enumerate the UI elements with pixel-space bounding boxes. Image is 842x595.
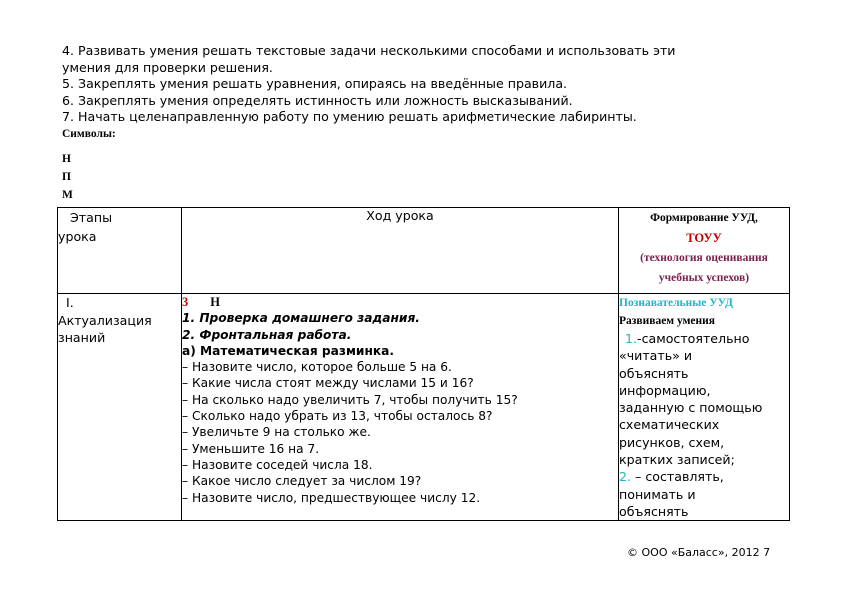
list-item: – Уменьшите 16 на 7. bbox=[182, 441, 320, 456]
table-row bbox=[58, 294, 790, 521]
uud-skill-1 bbox=[619, 330, 789, 347]
uud-line: заданную с помощью bbox=[619, 400, 763, 416]
uud-line: информацию, bbox=[619, 382, 711, 398]
list-item: – Увеличьте 9 на столько же. bbox=[182, 425, 371, 440]
header-uud bbox=[619, 208, 790, 294]
list-item: – Назовите соседей числа 18. bbox=[182, 457, 373, 472]
header-flow bbox=[182, 208, 619, 294]
list-item: – Какие числа стоят между числами 15 и 16? bbox=[182, 376, 474, 391]
objective-4-cont: умения для проверки решения. bbox=[62, 59, 273, 75]
uud-skill-1-text: -самостоятельно bbox=[637, 331, 750, 346]
uud-skill-2-number: 2. bbox=[619, 469, 632, 485]
header-uud-line3: (технология оценивания bbox=[640, 252, 768, 264]
symbol-n: Н bbox=[62, 153, 71, 165]
uud-line: понимать и bbox=[619, 486, 696, 502]
list-item: – Сколько надо убрать из 13, чтобы осталось 8? bbox=[182, 409, 493, 424]
uud-skill-2 bbox=[619, 468, 789, 485]
flow-item-frontal: 2. Фронтальная работа. bbox=[182, 327, 352, 342]
symbols-title: Символы: bbox=[62, 128, 116, 140]
header-uud-line4: учебных успехов) bbox=[658, 272, 750, 284]
symbol-m: М bbox=[62, 189, 73, 201]
stage-cell bbox=[58, 294, 182, 521]
header-stages-line1: Этапы bbox=[70, 210, 113, 225]
page-footer: © ООО «Баласс», 2012 7 bbox=[627, 546, 771, 559]
list-item: – На сколько надо увеличить 7, чтобы получить 15? bbox=[182, 392, 518, 407]
header-flow-label: Ход урока bbox=[366, 208, 434, 223]
uud-line: объяснять bbox=[619, 365, 689, 381]
flow-symbol: Н bbox=[210, 295, 220, 309]
symbol-p: П bbox=[62, 171, 71, 183]
uud-title: Познавательные УУД bbox=[619, 297, 733, 309]
flow-minutes: 3 bbox=[182, 295, 189, 309]
uud-line: объяснять bbox=[619, 503, 689, 519]
uud-skill-1-number: 1. bbox=[625, 331, 638, 346]
objective-5: 5. Закреплять умения решать уравнения, опираясь на введённые правила. bbox=[62, 76, 568, 91]
uud-subtitle: Развиваем умения bbox=[619, 315, 716, 327]
stage-name-line2: знаний bbox=[58, 330, 106, 345]
objective-4: 4. Развивать умения решать текстовые задачи несколькими способами и использовать эти bbox=[62, 43, 676, 58]
uud-skill-2-text: – составлять, bbox=[631, 469, 724, 485]
objectives-text bbox=[62, 43, 782, 126]
uud-line: «читать» и bbox=[619, 348, 693, 364]
uud-line: схематических bbox=[619, 417, 720, 433]
header-stages bbox=[58, 208, 182, 294]
flow-subheading: а) Математическая разминка. bbox=[182, 343, 395, 358]
objective-7: 7. Начать целенаправленную работу по умению решать арифметические лабиринты. bbox=[62, 109, 637, 124]
flow-marker bbox=[182, 294, 618, 310]
uud-line: рисунков, схем, bbox=[619, 434, 725, 450]
uud-line: кратких записей; bbox=[619, 452, 735, 468]
list-item: – Какое число следует за числом 19? bbox=[182, 474, 422, 489]
objective-6: 6. Закреплять умения определять истинность или ложность высказываний. bbox=[62, 92, 573, 108]
lesson-table bbox=[57, 207, 790, 521]
header-uud-line1: Формирование УУД, bbox=[650, 212, 758, 224]
header-stages-line2: урока bbox=[58, 229, 97, 244]
flow-item-homework: 1. Проверка домашнего задания. bbox=[182, 311, 420, 326]
header-uud-line2: ТОУУ bbox=[686, 231, 722, 245]
list-item: – Назовите число, которое больше 5 на 6. bbox=[182, 360, 452, 375]
list-item: – Назовите число, предшествующее числу 12. bbox=[182, 490, 481, 505]
table-header-row bbox=[58, 208, 790, 294]
uud-cell bbox=[619, 294, 790, 521]
stage-name-line1: Актуализация bbox=[58, 312, 152, 328]
flow-cell bbox=[182, 294, 619, 521]
stage-number: I. bbox=[66, 295, 74, 310]
